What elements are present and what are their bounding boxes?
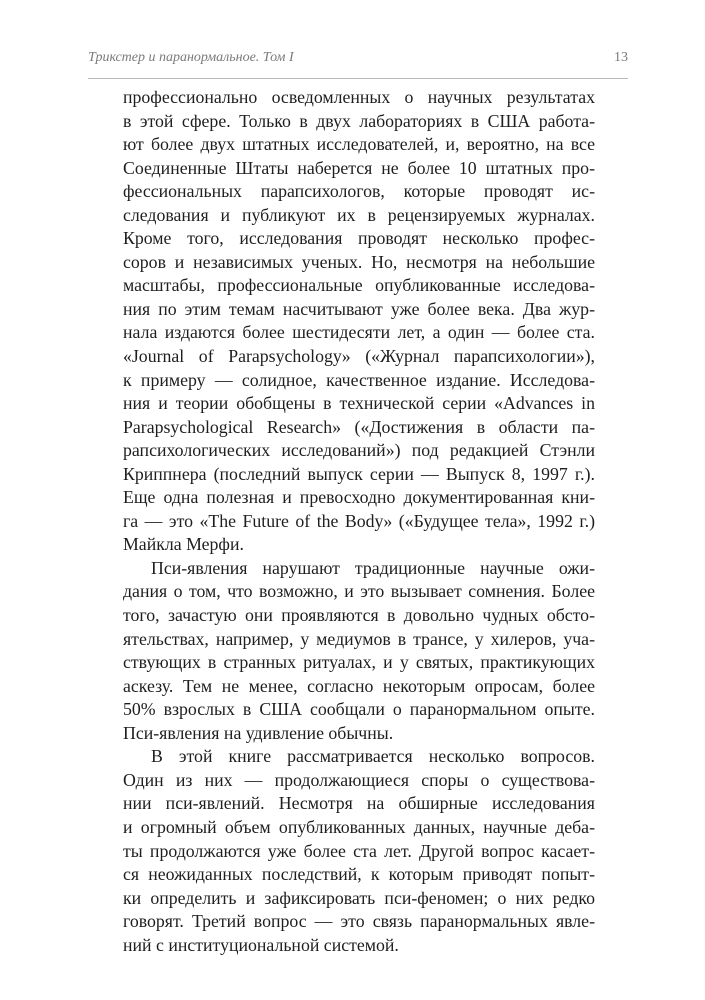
text-line: ния по этим темам насчитывают уже более века. Два жур-: [123, 298, 595, 319]
text-line: Один из них — продолжающиеся споры о существова-: [123, 769, 595, 790]
text-line: Криппнера (последний выпуск серии — Выпуск 8, 1997 г.).: [123, 463, 595, 484]
text-line: га — это «The Future of the Body» («Будущее тела», 1992 г.): [123, 510, 595, 531]
text-line: Пси-явления на удивление обычны.: [123, 722, 394, 743]
text-line: масштабы, профессиональные опубликованные исследова-: [123, 275, 595, 296]
text-line: ятельствах, например, у медиумов в трансе, у хилеров, уча-: [123, 628, 595, 649]
text-line: ки определить и зафиксировать пси-феномен; о них редко: [123, 887, 595, 908]
text-line: соров и независимых ученых. Но, несмотря на небольшие: [123, 251, 595, 272]
body-text: [123, 86, 595, 957]
text-line: аскезу. Тем не менее, согласно некоторым опросам, более: [123, 675, 595, 696]
text-line: ний с институциональной системой.: [123, 934, 399, 955]
text-line: 50% взрослых в США сообщали о паранормальном опыте.: [123, 699, 595, 720]
text-line: ствующих в странных ритуалах, и у святых, практикующих: [123, 652, 595, 673]
text-line: ния и теории обобщены в технической серии «Advances in: [123, 393, 595, 414]
text-line: Пси-явления нарушают традиционные научные ожи-: [151, 557, 595, 578]
text-line: того, зачастую они проявляются в довольно чудных обсто-: [123, 605, 595, 626]
text-line: ся неожиданных последствий, к которым приводят попыт-: [123, 864, 595, 885]
text-line: фессиональных парапсихологов, которые проводят ис-: [123, 181, 595, 202]
text-line: В этой книге рассматривается несколько вопросов.: [151, 746, 595, 767]
running-head: [88, 50, 628, 72]
running-title: Трикстер и паранормальное. Том I: [88, 50, 294, 65]
text-line: в этой сфере. Только в двух лабораториях в США работа-: [123, 110, 595, 131]
text-line: следования и публикуют их в рецензируемых журналах.: [123, 204, 595, 225]
paragraph: [123, 86, 595, 557]
page-number: 13: [614, 50, 628, 65]
text-line: нии пси-явлений. Несмотря на обширные исследования: [123, 793, 595, 814]
text-line: говорят. Третий вопрос — это связь паранормальных явле-: [123, 911, 595, 932]
text-line: ют более двух штатных исследователей, и, вероятно, на все: [123, 134, 595, 155]
text-line: Еще одна полезная и превосходно документированная кни-: [123, 487, 595, 508]
header-rule: [88, 78, 628, 79]
text-line: «Journal of Parapsychology» («Журнал парапсихологии»),: [123, 346, 595, 367]
text-line: профессионально осведомленных о научных результатах: [123, 87, 595, 107]
text-line: Майкла Мерфи.: [123, 534, 244, 555]
text-line: и огромный объем опубликованных данных, научные деба-: [123, 816, 595, 837]
text-line: нала издаются более шестидесяти лет, а один — более ста.: [123, 322, 595, 343]
paragraph: [123, 745, 595, 957]
text-line: Parapsychological Research» («Достижения в области па-: [123, 416, 595, 437]
text-line: Кроме того, исследования проводят несколько профес-: [123, 228, 595, 249]
text-line: Соединенные Штаты наберется не более 10 штатных про-: [123, 157, 595, 178]
paragraph: [123, 557, 595, 745]
text-line: ты продолжаются уже более ста лет. Другой вопрос касает-: [123, 840, 595, 861]
text-line: к примеру — солидное, качественное издание. Исследова-: [123, 369, 595, 390]
text-line: рапсихологических исследований») под редакцией Стэнли: [123, 440, 595, 461]
text-line: дания о том, что возможно, и это вызывает сомнения. Более: [123, 581, 595, 602]
